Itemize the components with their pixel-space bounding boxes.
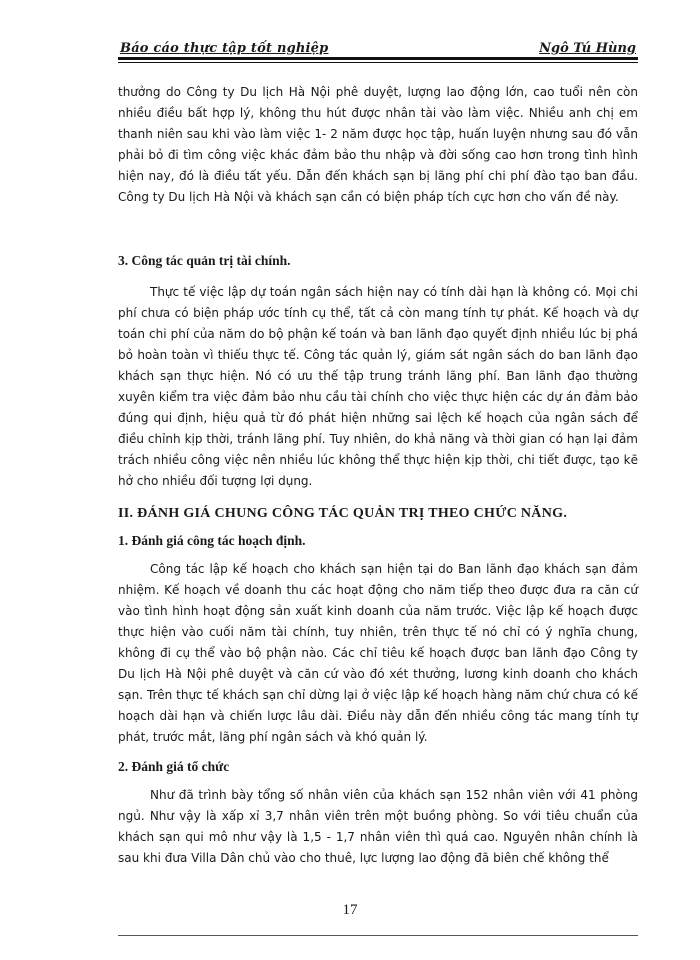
- header-author-name: Ngô Tú Hùng: [539, 41, 636, 56]
- paragraph-finance: Thực tế việc lập dự toán ngân sách hiện nay có tính dài hạn là không có. Mọi chi phí chưa có biện pháp ước tính cụ thể, tất cả còn mang tính tự phát. Kế hoạch và dự toán chi phí của năm do bộ phận kế toán và ban lãnh đạo quyết định nhiều lúc bị phá bỏ hoàn toàn vì thiếu thực tế. Công tác quản lý, giám sát ngân sách do ban lãnh đạo khách sạn thực hiện. Nó có ưu thế tập trung tránh lãng phí. Ban lãnh đạo thường xuyên kiểm tra việc đảm bảo nhu cầu tài chính cho việc thực hiện các dự án đảm bảo đúng qui định, hiệu quả từ đó phát hiện những sai lệch kế hoạch của ngân sách để điều chỉnh kịp thời, tránh lãng phí. Tuy nhiên, do khả năng và thời gian có hạn lại đảm trách nhiều công việc nên nhiều lúc không thể thực hiện kịp thời, chi tiết được, tạo kẽ hở cho nhiều đối tượng lợi dụng.: [118, 285, 638, 488]
- paragraph-organization: Như đã trình bày tổng số nhân viên của khách sạn 152 nhân viên với 41 phòng ngủ. Như vậy là xấp xỉ 3,7 nhân viên trên một buồng phòng. So với tiêu chuẩn của khách sạn qui mô như vậy là 1,5 - 1,7 nhân viên thì quá cao. Nguyên nhân chính là sau khi đưa Villa Dân chủ vào cho thuê, lực lượng lao động đã biên chế không thể: [118, 788, 638, 865]
- subsection-heading-organization: 2. Đánh giá tổ chức: [118, 759, 230, 774]
- page-header: [118, 38, 638, 64]
- page-body: [118, 82, 638, 869]
- footer-rule: [118, 935, 638, 936]
- page-number: 17: [342, 902, 358, 918]
- section-heading-finance: 3. Công tác quản trị tài chính.: [118, 253, 291, 268]
- header-rule-thin: [118, 62, 638, 63]
- header-report-title: Báo cáo thực tập tốt nghiệp: [120, 41, 329, 56]
- paragraph-planning: Công tác lập kế hoạch cho khách sạn hiện tại do Ban lãnh đạo khách sạn đảm nhiệm. Kế hoạch về doanh thu các hoạt động cho năm tiếp theo được đưa ra căn cứ vào tình hình hoạt động sản xuất kinh doanh của năm trước. Việc lập kế hoạch được thực hiện vào cuối năm tài chính, tuy nhiên, trên thực tế nó chỉ có ý nghĩa chung, không đi cụ thể vào bộ phận nào. Các chỉ tiêu kế hoạch được ban lãnh đạo Công ty Du lịch Hà Nội phê duyệt và căn cứ vào đó xét thưởng, lương kinh doanh cho khách sạn. Trên thực tế khách sạn chỉ dừng lại ở việc lập kế hoạch hàng năm chứ chưa có kế hoạch dài hạn và chiến lược lâu dài. Điều này dẫn đến nhiều công tác mang tính tự phát, trước mắt, lãng phí ngân sách và khó quản lý.: [118, 562, 638, 744]
- subsection-heading-planning: 1. Đánh giá công tác hoạch định.: [118, 533, 306, 548]
- header-rule-thick: [118, 57, 638, 60]
- paragraph-continuation: thưởng do Công ty Du lịch Hà Nội phê duyệt, lượng lao động lớn, cao tuổi nên còn nhiều điều bất hợp lý, không thu hút được nhân tài vào làm việc. Nhiều anh chị em thanh niên sau khi vào làm việc 1- 2 năm được học tập, huấn luyện nhưng sau đó vẫn phải bỏ đi tìm công việc khác đảm bảo thu nhập và đời sống cao hơn trong tình hình hiện nay, đó là điều tất yếu. Dẫn đến khách sạn bị lãng phí chi phí đào tạo ban đầu. Công ty Du lịch Hà Nội và khách sạn cần có biện pháp tích cực hơn cho vấn đề này.: [118, 85, 638, 204]
- chapter-heading-general-evaluation: II. ĐÁNH GIÁ CHUNG CÔNG TÁC QUẢN TRỊ THEO CHỨC NĂNG.: [118, 506, 568, 521]
